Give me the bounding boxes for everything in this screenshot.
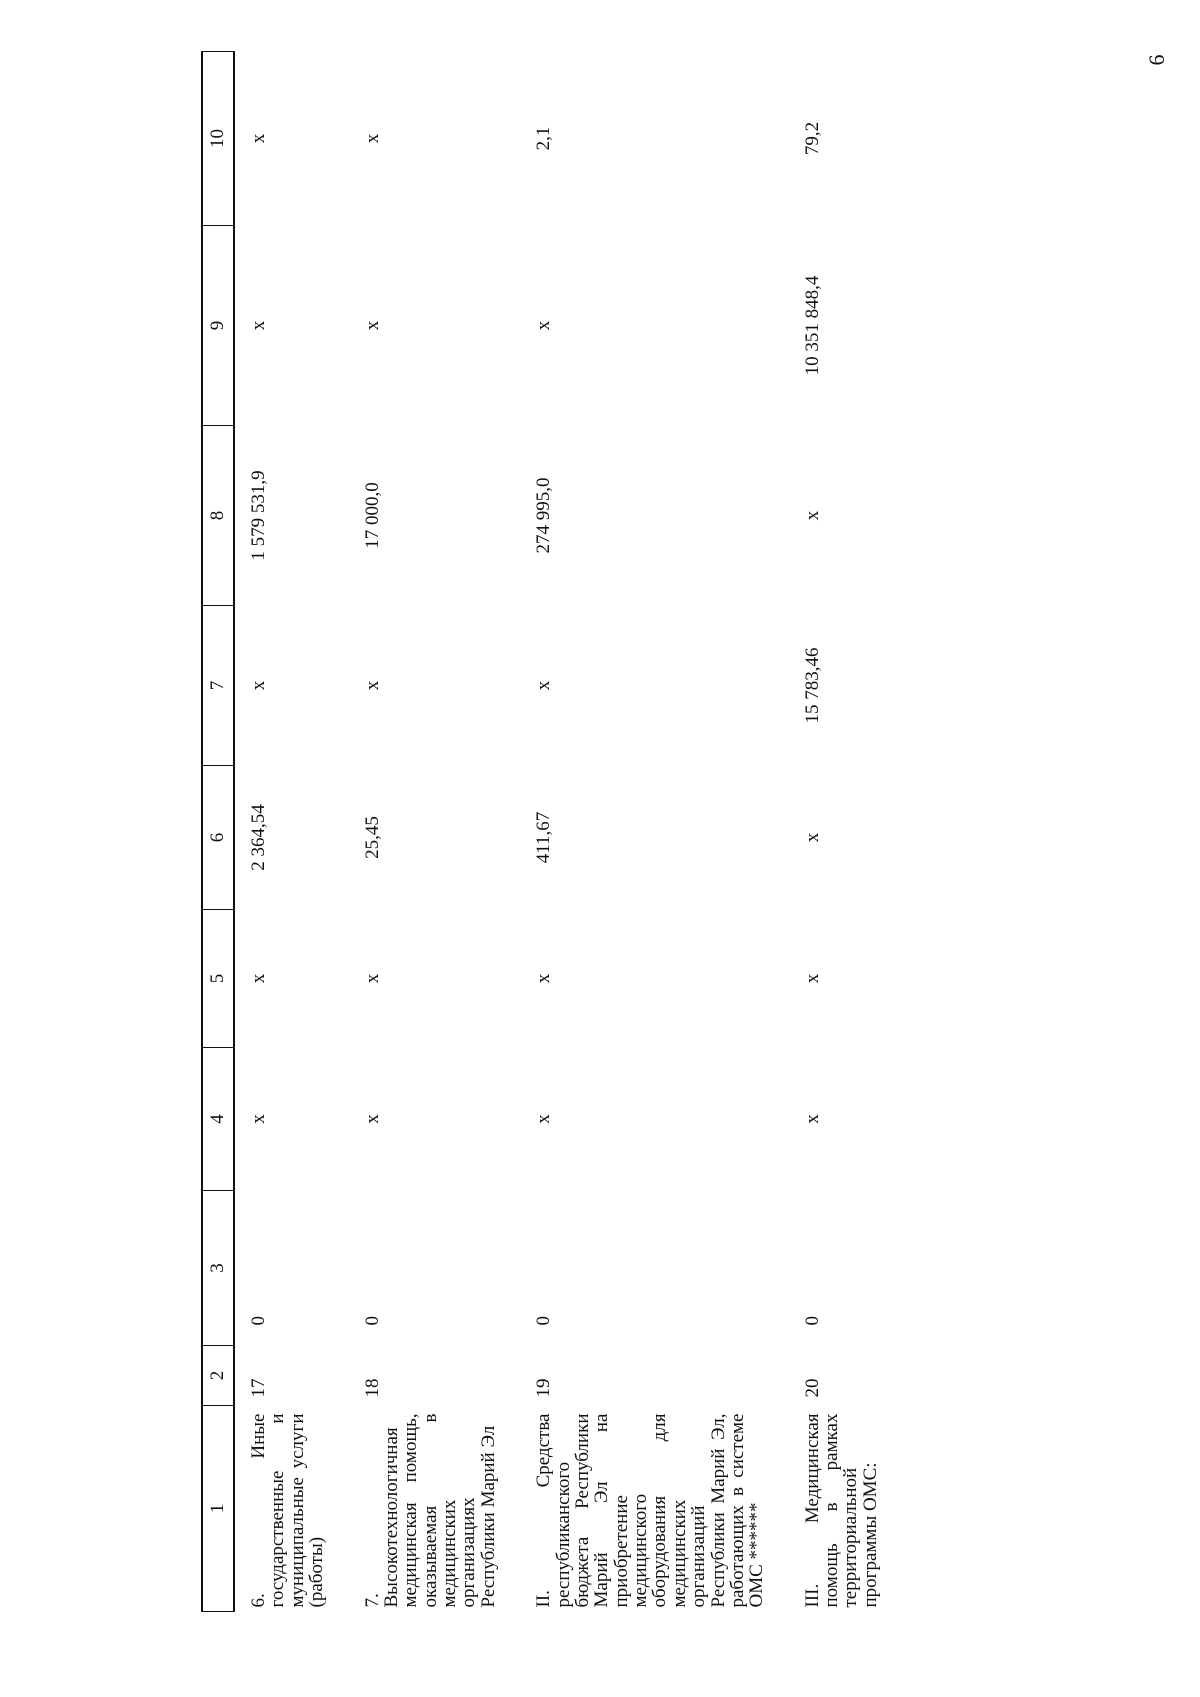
table-cell: x (361, 133, 383, 144)
column-header: 3 (202, 1191, 234, 1346)
column-header: 2 (202, 1346, 234, 1406)
table-cell: 411,67 (533, 811, 555, 864)
table-cell: x (361, 1114, 383, 1124)
table-cell: x (801, 1114, 823, 1124)
column-header: 6 (202, 766, 234, 910)
table-cell: 0 (801, 1316, 823, 1326)
column-header: 8 (202, 426, 234, 606)
table-cell: x (248, 320, 269, 331)
rotated-table-container (201, 52, 981, 1612)
table-cell: 15 783,46 (801, 647, 823, 724)
row-code-cell: 18 (361, 1378, 383, 1398)
table-cell: x (361, 973, 383, 984)
table-cell: x (248, 133, 269, 144)
header-row (202, 52, 234, 1612)
table-cell: 0 (533, 1316, 555, 1326)
row-name-cell: 7. Высокотехнологичная медицинская помощь, оказываемая в медицинских организациях Республики Марий Эл (361, 1413, 499, 1608)
table-cell: 10 351 848,4 (801, 275, 823, 376)
table-cell: 2 364,54 (248, 804, 269, 871)
row-code-cell: 20 (801, 1378, 823, 1398)
table-cell: x (248, 1114, 269, 1124)
column-header: 1 (202, 1406, 234, 1612)
table-cell: 79,2 (801, 121, 823, 156)
table-cell: x (361, 680, 383, 691)
table-row (234, 52, 349, 1612)
table-cell: x (801, 510, 823, 521)
table-cell: x (533, 680, 555, 691)
table-cell: 1 579 531,9 (248, 470, 269, 561)
table-cell: x (801, 832, 823, 843)
table-cell: x (801, 973, 823, 984)
table-row (789, 52, 903, 1612)
row-name-cell: III. Медицинская помощь в рамках территориальной программы ОМС: (801, 1413, 881, 1608)
table-cell: x (533, 973, 555, 984)
column-header: 4 (202, 1048, 234, 1191)
table-cell: x (533, 1114, 555, 1124)
table-cell: x (361, 320, 383, 331)
table-cell: 0 (361, 1316, 383, 1326)
row-code-cell: 17 (248, 1378, 269, 1398)
page-number: 6 (1144, 54, 1169, 66)
row-code-cell: 19 (533, 1378, 555, 1398)
column-header: 9 (202, 226, 234, 426)
table-cell: 25,45 (361, 816, 383, 859)
table-cell: 17 000,0 (361, 482, 383, 549)
column-header: 5 (202, 910, 234, 1048)
table-row (349, 52, 521, 1612)
table-cell: 274 995,0 (533, 477, 555, 554)
row-name-cell: II. Средства республиканского бюджета Республики Марий Эл на приобретение медицинского оборудования для медицинских организаций Республики Марий Эл, работающих в системе ОМС ****** (533, 1413, 768, 1608)
table-row (520, 52, 789, 1612)
table-cell: x (248, 973, 269, 984)
table-cell: x (248, 680, 269, 691)
table-cell: 2,1 (533, 126, 555, 151)
column-header: 7 (202, 606, 234, 766)
table-cell: 0 (248, 1316, 269, 1326)
financing-table (201, 51, 902, 1612)
column-header: 10 (202, 52, 234, 226)
table-cell: x (533, 320, 555, 331)
row-name-cell: 6. Иные государственные и муниципальные услуги (работы) (248, 1413, 328, 1608)
